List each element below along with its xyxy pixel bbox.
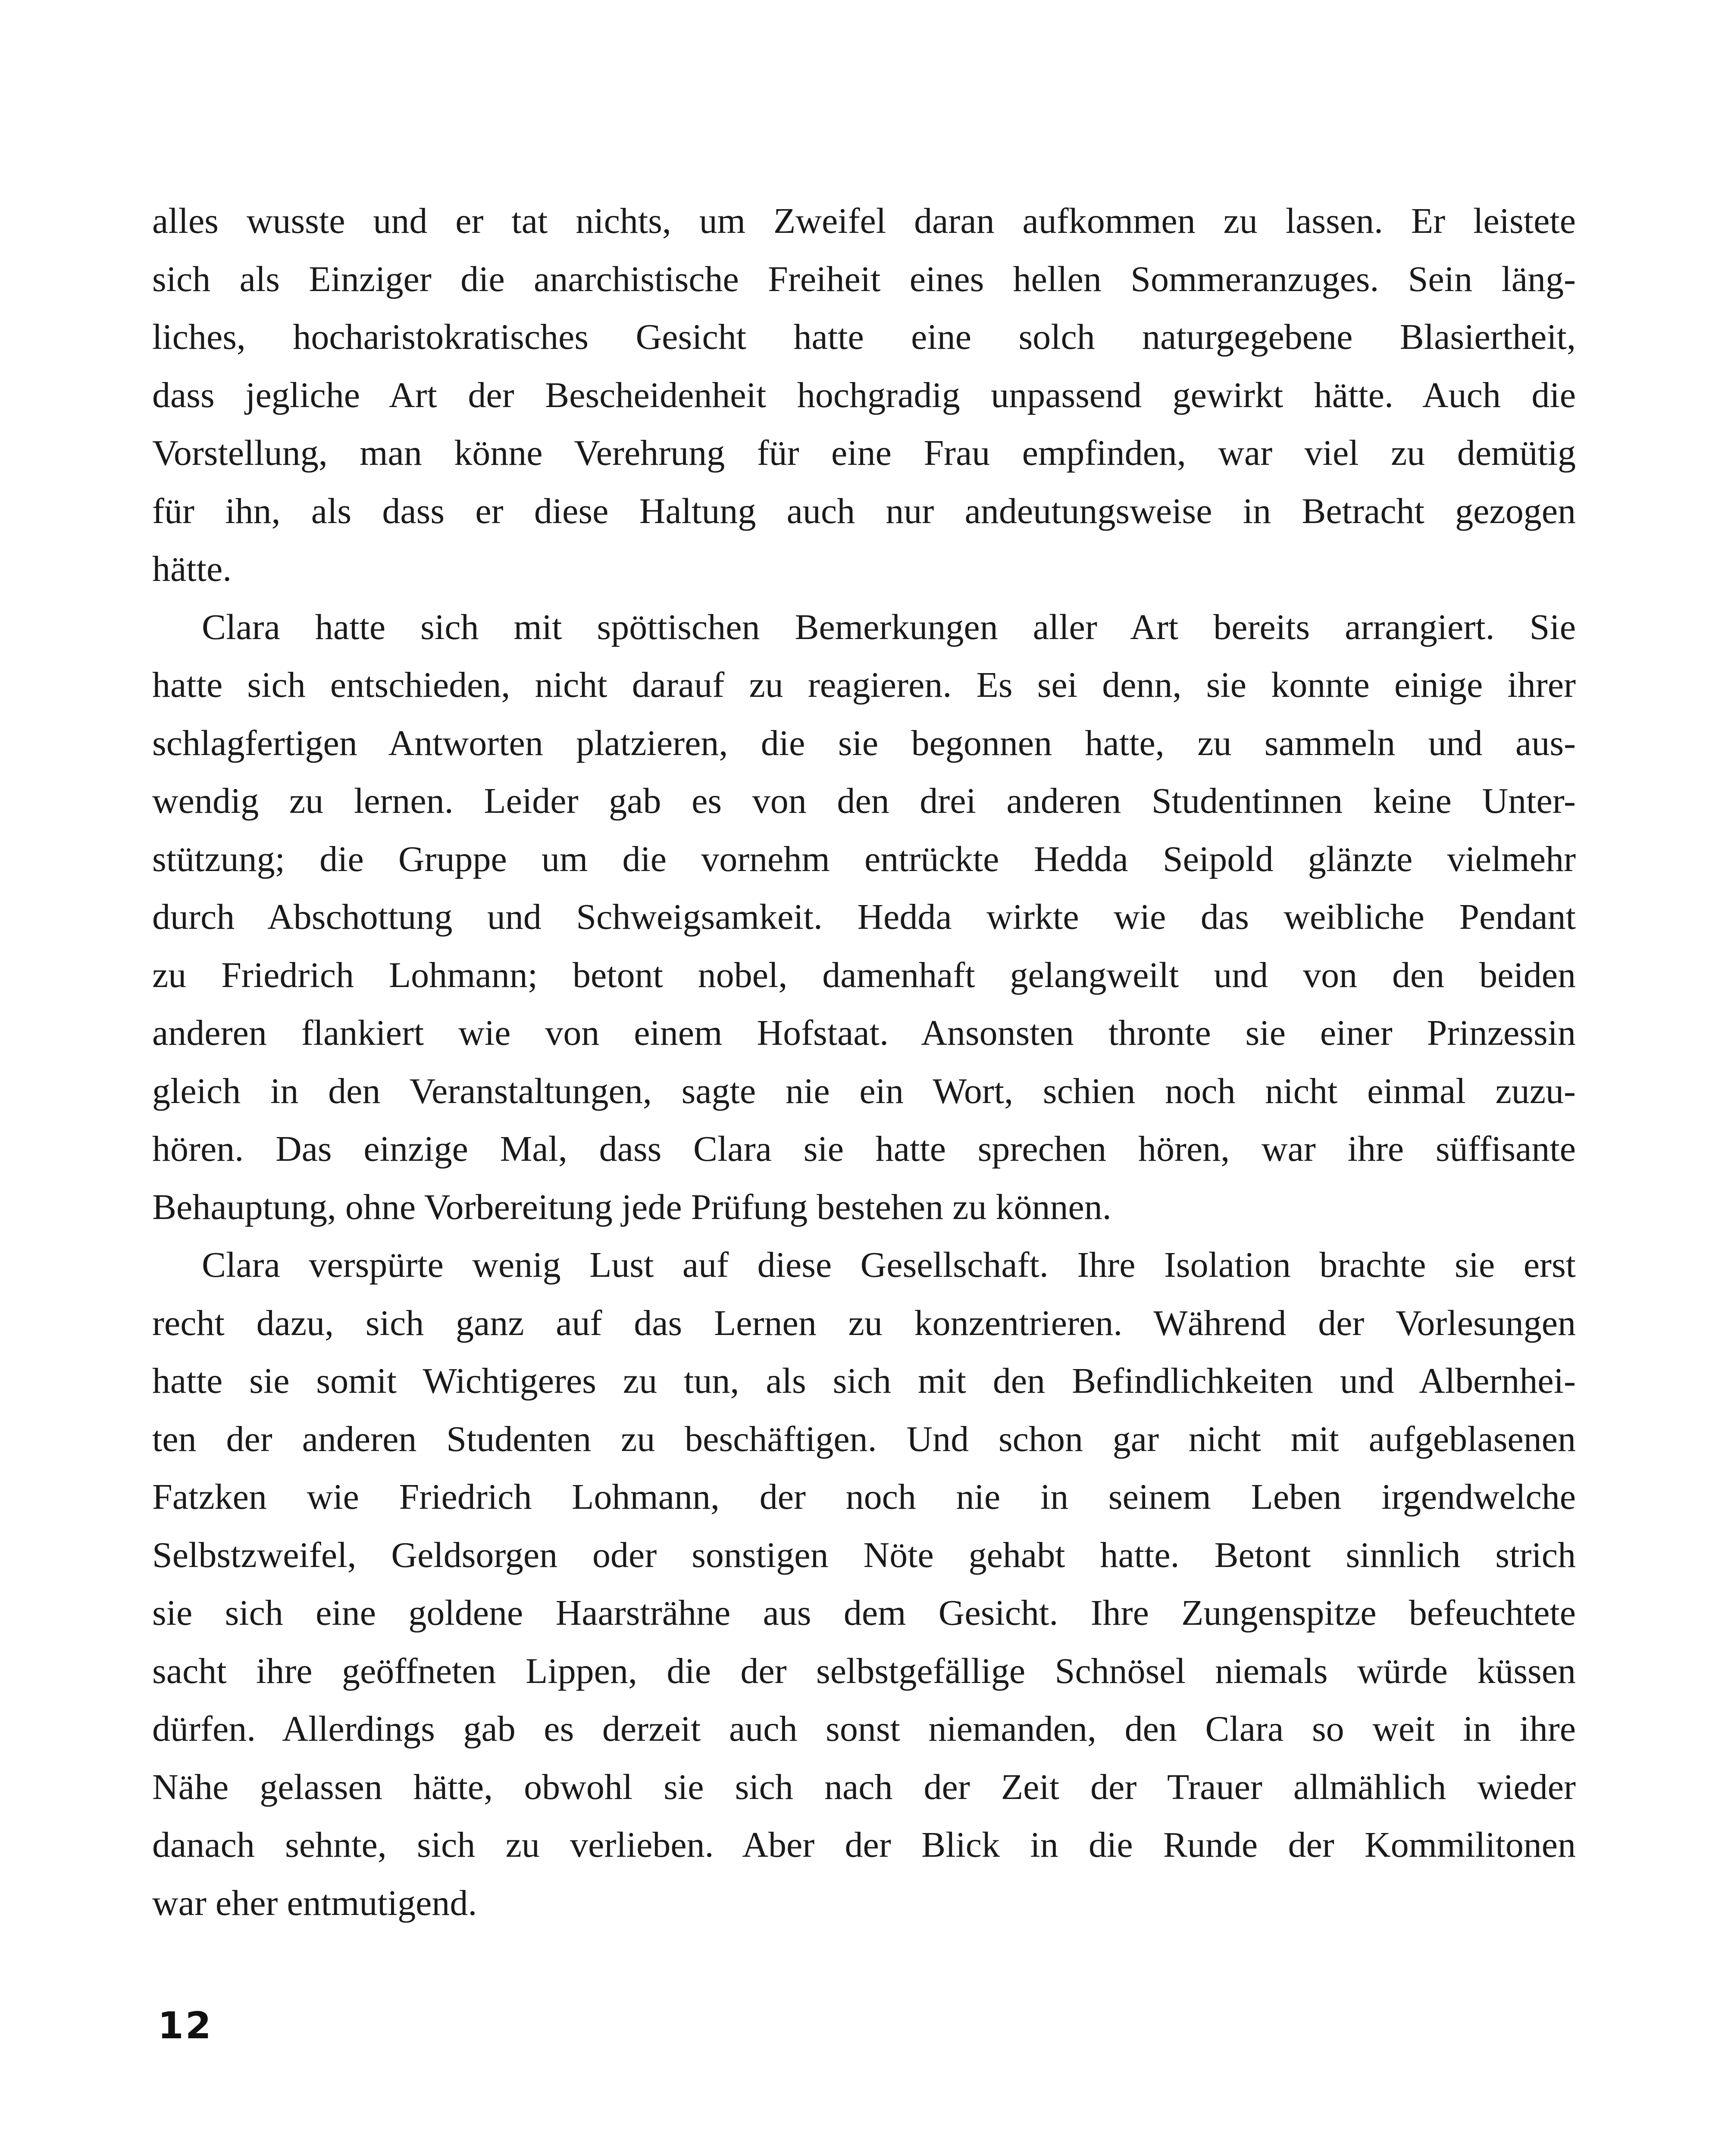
text-line: danach sehnte, sich zu verlieben. Aber der Blick in die Runde der Kommilitonen <box>152 1825 1576 1865</box>
text-line: sich als Einziger die anarchistische Freiheit eines hellen Sommeranzuges. Sein läng- <box>152 259 1576 299</box>
text-line: hören. Das einzige Mal, dass Clara sie hatte sprechen hören, war ihre süffisante <box>152 1129 1576 1169</box>
text-line: Vorstellung, man könne Verehrung für eine Frau empfinden, war viel zu demütig <box>152 433 1576 473</box>
text-line: war eher entmutigend. <box>152 1883 477 1923</box>
text-line: zu Friedrich Lohmann; betont nobel, damenhaft gelangweilt und von den beiden <box>152 955 1576 995</box>
text-line: für ihn, als dass er diese Haltung auch nur andeutungsweise in Betracht gezogen <box>152 491 1576 531</box>
text-line: wendig zu lernen. Leider gab es von den drei anderen Studentinnen keine Unter- <box>152 781 1576 821</box>
text-line: sacht ihre geöffneten Lippen, die der selbstgefällige Schnösel niemals würde küssen <box>152 1651 1576 1691</box>
text-line: Clara hatte sich mit spöttischen Bemerkungen aller Art bereits arrangiert. Sie <box>202 607 1576 647</box>
text-line: stützung; die Gruppe um die vornehm entrückte Hedda Seipold glänzte vielmehr <box>152 839 1576 879</box>
text-line: schlagfertigen Antworten platzieren, die sie begonnen hatte, zu sammeln und aus- <box>152 723 1576 763</box>
text-line: sie sich eine goldene Haarsträhne aus dem Gesicht. Ihre Zungenspitze befeuchtete <box>152 1593 1576 1633</box>
text-line: alles wusste und er tat nichts, um Zweifel daran aufkommen zu lassen. Er leistete <box>152 201 1576 241</box>
page-number: 12 <box>158 2004 213 2047</box>
text-line: Behauptung, ohne Vorbereitung jede Prüfung bestehen zu können. <box>152 1187 1111 1227</box>
text-line: Fatzken wie Friedrich Lohmann, der noch nie in seinem Leben irgendwelche <box>152 1477 1576 1517</box>
text-line: durch Abschottung und Schweigsamkeit. Hedda wirkte wie das weibliche Pendant <box>152 897 1576 937</box>
text-line: ten der anderen Studenten zu beschäftigen. Und schon gar nicht mit aufgeblasenen <box>152 1419 1576 1459</box>
paragraph-3 <box>152 1236 1576 1932</box>
text-line: hätte. <box>152 549 232 589</box>
paragraph-1 <box>152 192 1576 599</box>
text-line: hatte sie somit Wichtigeres zu tun, als sich mit den Befindlichkeiten und Albernhei- <box>152 1361 1576 1401</box>
body-text <box>152 192 1576 1932</box>
text-line: anderen flankiert wie von einem Hofstaat. Ansonsten thronte sie einer Prinzessin <box>152 1013 1576 1053</box>
text-line: Selbstzweifel, Geldsorgen oder sonstigen Nöte gehabt hatte. Betont sinnlich strich <box>152 1535 1576 1575</box>
text-line: recht dazu, sich ganz auf das Lernen zu konzentrieren. Während der Vorlesungen <box>152 1303 1576 1343</box>
text-line: gleich in den Veranstaltungen, sagte nie ein Wort, schien noch nicht einmal zuzu- <box>152 1071 1576 1111</box>
text-line: dürfen. Allerdings gab es derzeit auch sonst niemanden, den Clara so weit in ihre <box>152 1709 1576 1749</box>
text-line: liches, hocharistokratisches Gesicht hatte eine solch naturgegebene Blasiertheit, <box>152 317 1576 357</box>
paragraph-2 <box>152 599 1576 1237</box>
text-line: hatte sich entschieden, nicht darauf zu reagieren. Es sei denn, sie konnte einige ihrer <box>152 665 1576 705</box>
text-line: Clara verspürte wenig Lust auf diese Gesellschaft. Ihre Isolation brachte sie erst <box>202 1245 1576 1285</box>
text-line: dass jegliche Art der Bescheidenheit hochgradig unpassend gewirkt hätte. Auch die <box>152 375 1576 415</box>
text-line: Nähe gelassen hätte, obwohl sie sich nach der Zeit der Trauer allmählich wieder <box>152 1767 1576 1807</box>
